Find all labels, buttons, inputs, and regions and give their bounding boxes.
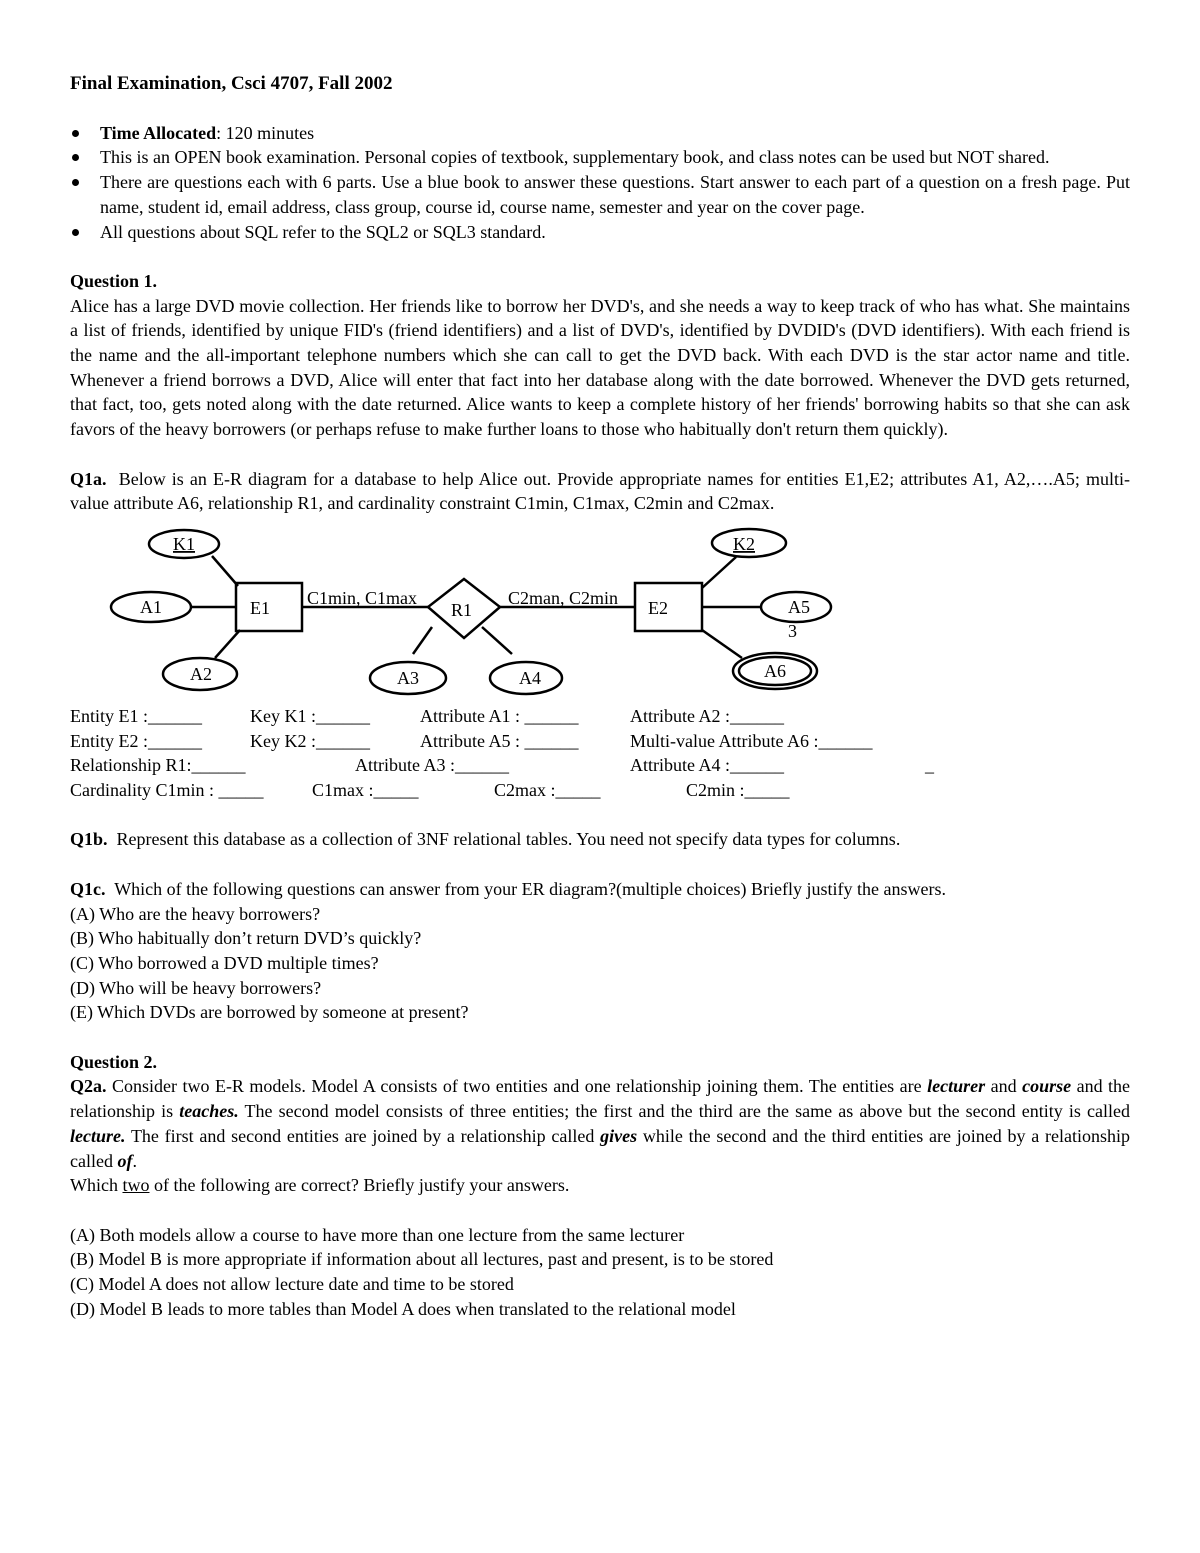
term-of: of — [117, 1150, 133, 1171]
fill-attr-a2: Attribute A2 :______ — [630, 705, 784, 726]
label-cardinality-2: C2man, C2min — [508, 587, 619, 608]
term-teaches: teaches. — [179, 1101, 239, 1122]
label-e1: E1 — [250, 597, 270, 618]
label-k2: K2 — [733, 533, 755, 554]
label-a3: A3 — [397, 667, 419, 688]
line-a2-e1 — [215, 630, 240, 658]
q1c-option-e: (E) Which DVDs are borrowed by someone at present? — [70, 1002, 469, 1023]
line-r1-a4 — [482, 627, 512, 654]
label-cardinality-1: C1min, C1max — [307, 587, 418, 608]
fill-c1min: Cardinality C1min : _____ — [70, 780, 264, 801]
q1b-label: Q1b. — [70, 829, 108, 850]
fill-row-2 — [70, 729, 872, 754]
q2a-text-5: The first and second entities are joined by a relationship called — [130, 1125, 595, 1146]
q2a-text-4: The second model consists of three entities; the first and the third are the same as above but the second entity is called — [244, 1101, 1130, 1122]
term-course: course — [1022, 1076, 1072, 1097]
er-diagram-svg — [0, 520, 1200, 696]
fill-c2max: C2max :_____ — [494, 780, 601, 801]
fill-attr-a1: Attribute A1 : ______ — [420, 705, 579, 726]
time-label: Time Allocated — [100, 122, 217, 143]
label-a5: A5 — [788, 596, 810, 617]
q1b-text: Represent this database as a collection of 3NF relational tables. You need not specify data types for columns. — [116, 829, 901, 850]
fill-row-1 — [70, 704, 872, 729]
instructions-list — [70, 121, 1130, 245]
label-a6: A6 — [764, 660, 786, 681]
exam-title: Final Examination, Csci 4707, Fall 2002 — [70, 73, 393, 94]
q2a-text-1: Consider two E-R models. Model A consists of two entities and one relationship joining them. The entities are — [112, 1076, 922, 1097]
which-text-2: of the following are correct? Briefly justify your answers. — [153, 1175, 570, 1196]
exam-page — [70, 72, 1130, 1321]
fill-attr-a6: Multi-value Attribute A6 :______ — [630, 730, 873, 751]
q1a-text: Below is an E-R diagram for a database to help Alice out. Provide appropriate names for entities E1,E2; attributes A1, A2,….A5; multi-value attribute A6, relationship R1, and cardinality constraint C1min, C1max, C2min and C2max. — [70, 468, 1131, 514]
fill-entity-e2: Entity E2 :______ — [70, 730, 202, 751]
line-e2-k2 — [702, 557, 736, 588]
instruction-sql: All questions about SQL refer to the SQL2 or SQL3 standard. — [70, 220, 1130, 245]
answer-fill-table-2 — [70, 753, 934, 778]
er-diagram — [70, 520, 1130, 696]
fill-c2min: C2min :_____ — [686, 780, 790, 801]
q1c-option-b: (B) Who habitually don’t return DVD’s quickly? — [70, 928, 422, 949]
q2a-label: Q2a. — [70, 1076, 107, 1097]
fill-attr-a4: Attribute A4 :______ — [630, 755, 784, 776]
q1c-label: Q1c. — [70, 878, 106, 899]
q1c-option-c: (C) Who borrowed a DVD multiple times? — [70, 952, 379, 973]
fill-c1max: C1max :_____ — [312, 780, 419, 801]
which-two: two — [122, 1175, 150, 1196]
q1c-option-a: (A) Who are the heavy borrowers? — [70, 903, 321, 924]
label-a2: A2 — [190, 663, 212, 684]
label-stray-3: 3 — [788, 620, 797, 641]
label-e2: E2 — [648, 597, 668, 618]
line-k1-e1 — [212, 556, 238, 586]
answer-fill-table — [70, 704, 872, 753]
label-k1: K1 — [173, 533, 195, 554]
term-lecture: lecture. — [70, 1125, 126, 1146]
q2a-text-3: and the relationship is — [70, 1076, 1131, 1122]
fill-entity-e1: Entity E1 :______ — [70, 705, 202, 726]
entity-e2-box — [635, 583, 702, 631]
fill-key-k2: Key K2 :______ — [250, 730, 370, 751]
fill-stray-underscore: _ — [925, 755, 934, 776]
line-e2-a6 — [702, 630, 742, 658]
time-value: : 120 minutes — [216, 122, 315, 143]
q1c-prompt — [70, 877, 1130, 902]
q2a-option-a: (A) Both models allow a course to have more than one lecture from the same lecturer — [70, 1224, 685, 1245]
q2a-option-b: (B) Model B is more appropriate if information about all lectures, past and present, is to be stored — [70, 1249, 774, 1270]
label-r1: R1 — [451, 599, 473, 620]
line-r1-a3 — [413, 627, 432, 654]
fill-key-k1: Key K1 :______ — [250, 705, 370, 726]
q1b-prompt — [70, 827, 1130, 852]
fill-attr-a5: Attribute A5 : ______ — [420, 730, 579, 751]
q2a-text-6: while the second and the third entities are joined by a relationship called — [70, 1125, 1131, 1171]
instruction-blue-book: There are questions each with 6 parts. Use a blue book to answer these questions. Start answer to each part of a question on a fresh page. Put name, student id, email address, class group, course id, course name, semester and year on the cover page. — [70, 170, 1130, 219]
term-lecturer: lecturer — [927, 1076, 986, 1097]
q2a-which — [70, 1173, 1130, 1198]
which-text-1: Which — [70, 1175, 118, 1196]
label-a4: A4 — [519, 667, 541, 688]
label-a1: A1 — [140, 596, 162, 617]
instruction-open-book: This is an OPEN book examination. Personal copies of textbook, supplementary book, and class notes can be used but NOT shared. — [70, 145, 1130, 170]
q1a-label: Q1a. — [70, 468, 107, 489]
q2a-prompt — [70, 1074, 1130, 1173]
question-1-heading: Question 1. — [70, 270, 158, 291]
q2a-option-d: (D) Model B leads to more tables than Model A does when translated to the relational model — [70, 1298, 736, 1319]
q1c-option-d: (D) Who will be heavy borrowers? — [70, 977, 322, 998]
fill-row-4 — [70, 778, 790, 803]
answer-fill-table-3 — [70, 778, 790, 803]
q1a-prompt — [70, 467, 1130, 516]
question-1-text: Alice has a large DVD movie collection. Her friends like to borrow her DVD's, and she needs a way to keep track of who has what. She maintains a list of friends, identified by unique FID's (friend identifiers) and a list of DVD's, identified by DVDID's (DVD identifiers). With each friend is the name and the all-important telephone numbers which she can call to get the DVD back. With each DVD is the star actor name and title. Whenever a friend borrows a DVD, Alice will enter that fact into her database along with the date borrowed. Whenever the DVD gets returned, that fact, too, gets noted along with the date returned. Alice wants to keep a complete history of her friends' borrowing habits so that she can ask favors of the heavy borrowers (or perhaps refuse to make further loans to those who habitually don't return them quickly). — [70, 295, 1130, 440]
fill-relationship-r1: Relationship R1:______ — [70, 755, 246, 776]
q2a-text-2: and — [990, 1076, 1017, 1097]
q2a-option-c: (C) Model A does not allow lecture date and time to be stored — [70, 1274, 514, 1295]
fill-attr-a3: Attribute A3 :______ — [355, 755, 509, 776]
q1c-text: Which of the following questions can answer from your ER diagram?(multiple choices) Briefly justify the answers. — [114, 878, 946, 899]
term-gives: gives — [600, 1125, 638, 1146]
fill-row-3 — [70, 753, 934, 778]
instruction-time — [70, 121, 1130, 146]
q2a-text-7: . — [132, 1150, 137, 1171]
question-2-heading: Question 2. — [70, 1051, 158, 1072]
